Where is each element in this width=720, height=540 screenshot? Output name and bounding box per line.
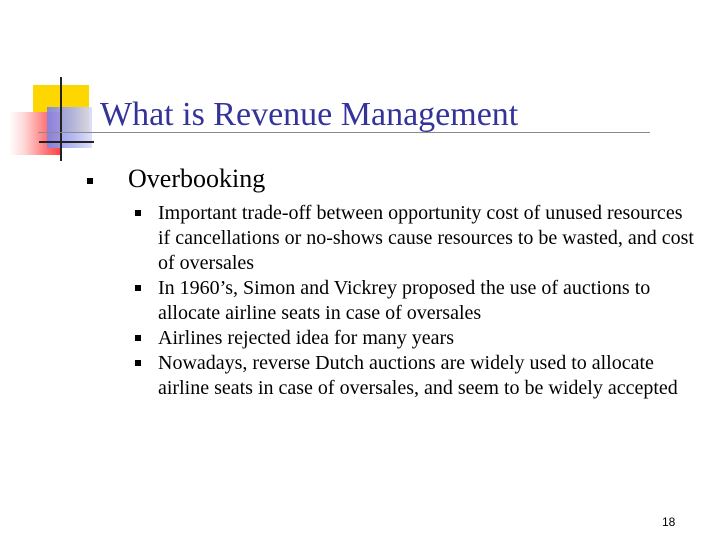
sub-bullet-text: Important trade-off between opportunity cost of unused resources if cancellations or no-shows cause resources to be wasted, and cost of oversales (158, 202, 694, 274)
bullet-square-icon (135, 285, 141, 291)
sub-bullet-item (158, 276, 698, 326)
sub-bullet-item (158, 326, 698, 351)
bullet-square-icon (135, 360, 141, 366)
page-number: 18 (662, 515, 676, 529)
main-bullet: Overbooking (128, 164, 266, 193)
sub-bullet-item (158, 201, 698, 276)
sub-bullet-item (158, 351, 698, 401)
bullet-square-icon (87, 178, 93, 184)
slide-title: What is Revenue Management (100, 96, 519, 133)
sub-bullet-text: In 1960’s, Simon and Vickrey proposed the use of auctions to allocate airline seats in case of oversales (158, 277, 651, 324)
logo-horizontal-line (39, 141, 94, 143)
bullet-square-icon (135, 210, 141, 216)
logo-vertical-line (60, 77, 62, 161)
sub-bullet-text: Nowadays, reverse Dutch auctions are widely used to allocate airline seats in case of oversales, and seem to be widely accepted (158, 352, 678, 399)
sub-bullet-text: Airlines rejected idea for many years (158, 327, 454, 349)
sub-bullet-list (158, 201, 698, 401)
bullet-square-icon (135, 335, 141, 341)
